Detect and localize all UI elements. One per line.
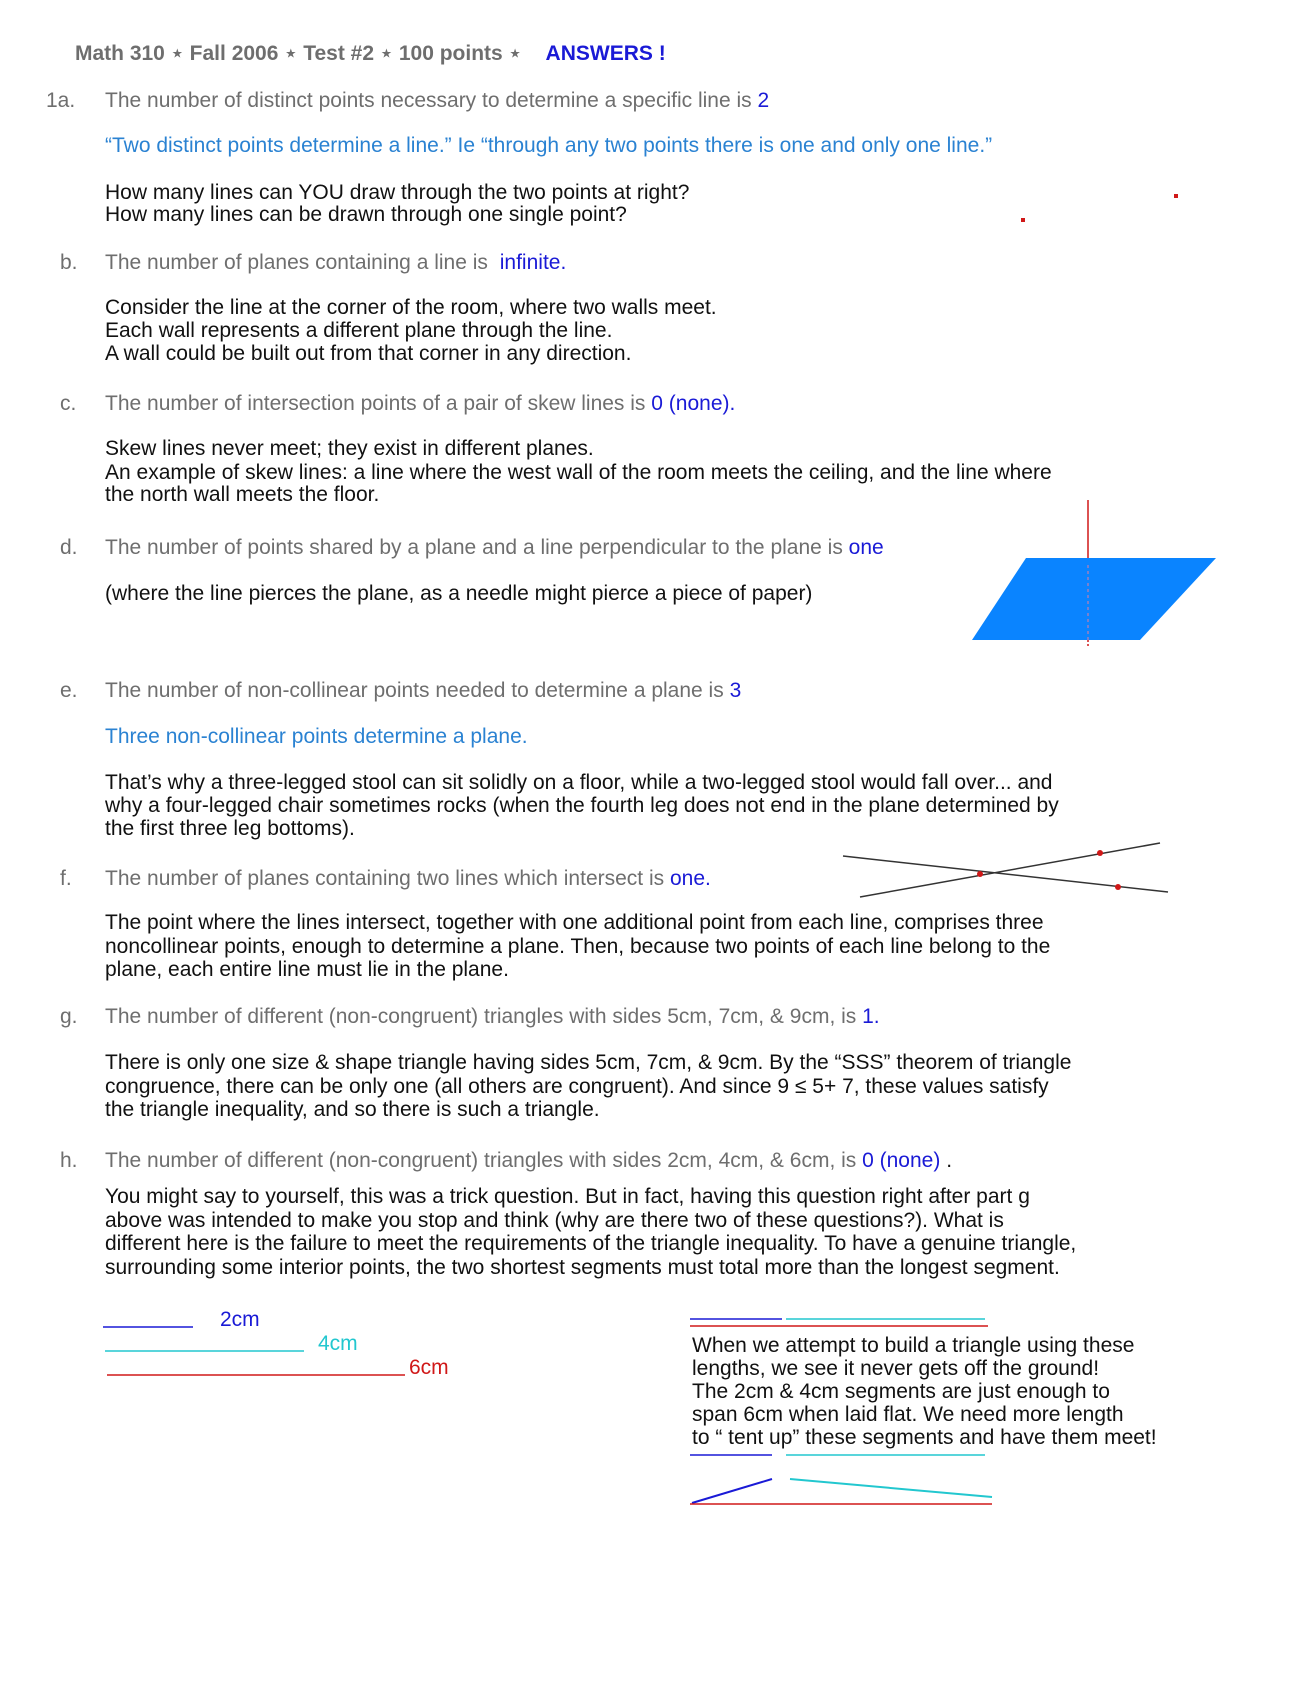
q1a-answer: 2 — [757, 89, 770, 112]
q1b-label: b. — [60, 251, 78, 274]
q1g-question-text: The number of different (non-congruent) triangles with sides 5cm, 7cm, & 9cm, is — [105, 1005, 857, 1028]
seg-2cm-label: 2cm — [220, 1308, 260, 1331]
q1g-line3: the triangle inequality, and so there is such a triangle. — [105, 1098, 600, 1121]
q1h-label: h. — [60, 1149, 78, 1172]
intersecting-line-2 — [860, 843, 1160, 897]
q1a-question-text: The number of distinct points necessary to determine a specific line is — [105, 89, 752, 112]
h-note-line4: span 6cm when laid flat. We need more length — [692, 1403, 1124, 1426]
q1f-line2: noncollinear points, enough to determine a plane. Then, because two points of each line belong to the — [105, 935, 1051, 958]
q1b-line2: Each wall represents a different plane through the line. — [105, 319, 613, 342]
q1h-line2: above was intended to make you stop and think (why are there two of these questions?). What is — [105, 1209, 1004, 1232]
q1b-question-text: The number of planes containing a line is — [105, 251, 488, 274]
line2-point — [1097, 850, 1103, 856]
q1f-line3: plane, each entire line must lie in the plane. — [105, 958, 509, 981]
h-note-line5: to “ tent up” these segments and have them meet! — [692, 1426, 1157, 1449]
tent-4cm — [790, 1479, 992, 1497]
q1b-line3: A wall could be built out from that corner in any direction. — [105, 342, 632, 365]
q1f-question-text: The number of planes containing two lines which intersect is — [105, 867, 665, 890]
q1d-question-text: The number of points shared by a plane and a line perpendicular to the plane is — [105, 536, 843, 559]
q1c-line1: Skew lines never meet; they exist in different planes. — [105, 437, 594, 460]
q1e-statement: Three non-collinear points determine a plane. — [105, 725, 528, 748]
q1f-label: f. — [60, 867, 72, 890]
q1h-line1: You might say to yourself, this was a trick question. But in fact, having this question right after part g — [105, 1185, 1030, 1208]
q1b-line1: Consider the line at the corner of the room, where two walls meet. — [105, 296, 717, 319]
q1g-answer: 1. — [862, 1005, 880, 1028]
q1c-answer: 0 (none). — [651, 392, 736, 415]
seg-4cm-label: 4cm — [318, 1332, 358, 1355]
plane-shape — [972, 558, 1216, 640]
q1c-label: c. — [60, 392, 77, 415]
seg-6cm-label: 6cm — [409, 1356, 449, 1379]
q1h-line4: surrounding some interior points, the two shortest segments must total more than the longest segment. — [105, 1256, 1060, 1279]
q1c-line2: An example of skew lines: a line where the west wall of the room meets the ceiling, and the line where — [105, 461, 1052, 484]
q1f-answer: one. — [669, 867, 711, 890]
tent-2cm — [692, 1479, 772, 1503]
q1h-question-text: The number of different (non-congruent) triangles with sides 2cm, 4cm, & 6cm, is — [105, 1149, 857, 1172]
q1h-line3: different here is the failure to meet the requirements of the triangle inequality. To have a genuine triangle, — [105, 1232, 1077, 1255]
q1e-line1: That’s why a three-legged stool can sit solidly on a floor, while a two-legged stool would fall over... and — [105, 771, 1053, 794]
q1h-period: . — [946, 1149, 953, 1172]
intersection-point — [977, 871, 983, 877]
title-text: Math 310 ⋆ Fall 2006 ⋆ Test #2 ⋆ 100 points ⋆ — [75, 42, 522, 65]
q1e-line3: the first three leg bottoms). — [105, 817, 355, 840]
q1a-quote: “Two distinct points determine a line.” Ie “through any two points there is one and only one line.” — [105, 134, 993, 157]
q1a-label: 1a. — [46, 89, 76, 112]
q1h-answer: 0 (none) — [862, 1149, 941, 1172]
q1c-line3: the north wall meets the floor. — [105, 483, 380, 506]
h-note-line2: lengths, we see it never gets off the ground! — [692, 1357, 1100, 1380]
q1e-line2: why a four-legged chair sometimes rocks (when the fourth leg does not end in the plane determined by — [105, 794, 1059, 817]
q1d-line1: (where the line pierces the plane, as a needle might pierce a piece of paper) — [105, 582, 813, 605]
h-note-line3: The 2cm & 4cm segments are just enough to — [692, 1380, 1110, 1403]
q1g-line1: There is only one size & shape triangle having sides 5cm, 7cm, & 9cm. By the “SSS” theorem of triangle — [105, 1051, 1072, 1074]
q1e-question-text: The number of non-collinear points needed to determine a plane is — [105, 679, 724, 702]
q1f-line1: The point where the lines intersect, together with one additional point from each line, comprises three — [105, 911, 1044, 934]
q1d-answer: one — [848, 536, 884, 559]
q1b-answer: infinite. — [499, 251, 567, 274]
q1a-line1: How many lines can YOU draw through the two points at right? — [105, 181, 690, 204]
q1e-label: e. — [60, 679, 78, 702]
answers-label: ANSWERS ! — [545, 42, 666, 65]
point-a-dot — [1174, 194, 1178, 198]
q1g-label: g. — [60, 1005, 78, 1028]
line1-point — [1115, 884, 1121, 890]
q1c-question-text: The number of intersection points of a pair of skew lines is — [105, 392, 646, 415]
q1a-line2: How many lines can be drawn through one single point? — [105, 203, 627, 226]
q1e-answer: 3 — [729, 679, 742, 702]
q1d-label: d. — [60, 536, 78, 559]
q1g-line2: congruence, there can be only one (all others are congruent). And since 9 ≤ 5+ 7, these values satisfy — [105, 1075, 1049, 1098]
point-b-dot — [1021, 218, 1025, 222]
h-note-line1: When we attempt to build a triangle using these — [692, 1334, 1135, 1357]
